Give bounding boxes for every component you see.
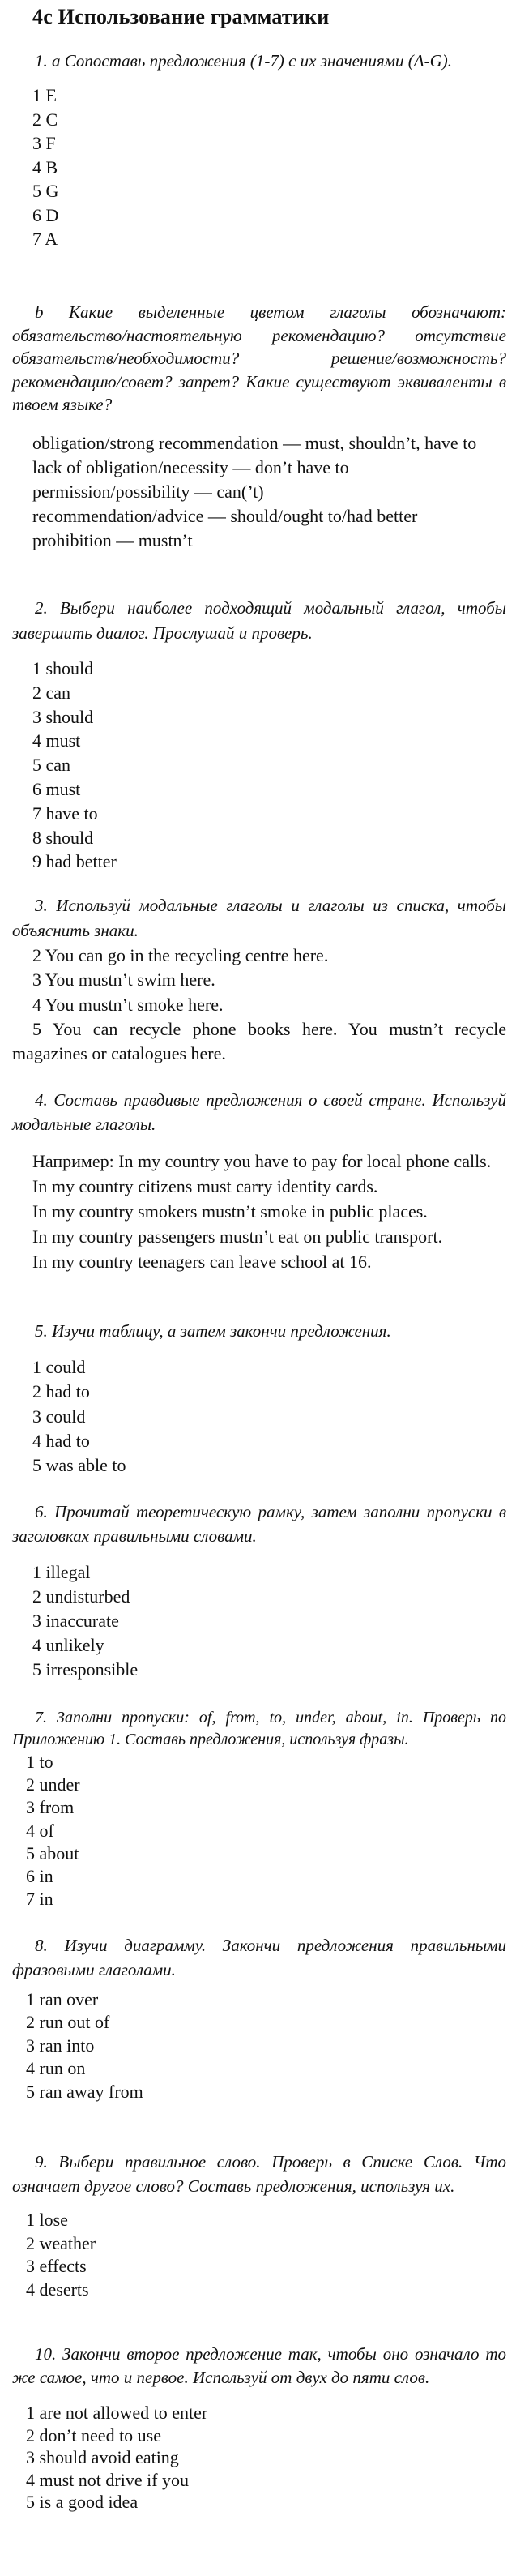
answer-item: 2 run out of	[26, 2012, 110, 2033]
answer-item: 1 lose	[26, 2210, 68, 2230]
answer-item: lack of obligation/necessity — don’t have to	[32, 456, 349, 477]
answer-item: prohibition — mustn’t	[32, 529, 193, 550]
exercise-5	[12, 1088, 506, 1274]
answer-item: In my country citizens must carry identity cards.	[32, 1176, 378, 1196]
answer-item: 4 unlikely	[32, 1635, 104, 1655]
exercise-instruction: b Какие выделенные цветом глаголы обозначают: обязательство/настоятельную рекомендацию? отсутствие обязательств/необходимости? решение/возможность? рекомендацию/совет? запрет? Какие существуют эквиваленты в твоем языке?	[12, 302, 506, 414]
answer-item: 6 D	[32, 204, 59, 225]
answer-item: In my country smokers mustn’t smoke in public places.	[32, 1201, 428, 1222]
exercise-7	[12, 1500, 506, 1682]
answer-item: 5 can	[32, 755, 71, 776]
answer-item: 5 about	[26, 1842, 79, 1864]
answer-item: 3 You mustn’t swim here.	[32, 969, 215, 991]
exercise-2	[12, 301, 506, 553]
answer-item: 1 could	[32, 1357, 86, 1377]
answer-item: 4 B	[32, 156, 58, 178]
answer-item: 2 weather	[26, 2232, 96, 2253]
answer-item: 3 F	[32, 133, 56, 153]
answer-list	[12, 1988, 506, 2103]
answer-item: 4 run on	[26, 2058, 86, 2079]
answer-item: 2 You can go in the recycling centre here.	[32, 945, 329, 965]
answer-item: 4 You mustn’t smoke here.	[32, 994, 224, 1015]
answer-item: In my country teenagers can leave school at 16.	[32, 1252, 372, 1272]
answer-item: 2 undisturbed	[32, 1586, 130, 1607]
exercise-8	[12, 1707, 506, 1911]
answer-item: Например: In my country you have to pay for local phone calls.	[32, 1151, 492, 1171]
answer-item: 1 ran over	[26, 1989, 99, 2009]
answer-item: 5 was able to	[32, 1455, 126, 1476]
exercise-instruction: 1. a Сопоставь предложения (1-7) с их значениями (A-G).	[35, 51, 452, 71]
answer-item: 4 of	[26, 1820, 54, 1841]
exercise-instruction: 9. Выбери правильное слово. Проверь в Списке Слов. Что означает другое слово? Составь предложения, используя их.	[12, 2152, 506, 2196]
answer-list	[12, 2402, 506, 2514]
answer-list	[12, 1355, 506, 1478]
exercise-instruction: 8. Изучи диаграмму. Закончи предложения правильными фразовыми глаголами.	[12, 1936, 506, 1979]
answer-item: 4 must	[32, 730, 81, 751]
exercise-instruction: 2. Выбери наиболее подходящий модальный глагол, чтобы завершить диалог. Прослушай и проверь.	[12, 598, 506, 643]
exercise-3	[12, 596, 506, 874]
answer-item: 3 effects	[26, 2256, 87, 2276]
answer-item: 4 had to	[32, 1430, 90, 1451]
answer-item: 5 ran away from	[26, 2081, 143, 2102]
exercise-instruction: 6. Прочитай теоретическую рамку, затем заполни пропуски в заголовках правильными словами.	[12, 1502, 506, 1546]
answer-item: 7 in	[26, 1889, 53, 1910]
answer-item: 7 have to	[32, 802, 98, 824]
answer-item: 5 You can recycle phone books here. You mustn’t recycle magazines or catalogues here.	[12, 1018, 506, 1064]
exercise-1	[12, 49, 506, 251]
answer-item: 6 in	[26, 1866, 53, 1887]
answer-item: 8 should	[32, 827, 94, 848]
answer-item: 3 should avoid eating	[26, 2447, 179, 2468]
answer-item: recommendation/advice — should/ought to/had better	[32, 505, 418, 526]
answer-item: 2 under	[26, 1774, 80, 1795]
exercise-4	[12, 893, 506, 1066]
answer-item: 2 can	[32, 682, 71, 703]
answer-list	[12, 83, 506, 251]
answer-item: 3 should	[32, 706, 94, 727]
answer-list	[12, 431, 506, 553]
answer-item: 1 illegal	[32, 1562, 91, 1582]
answer-item: 5 irresponsible	[32, 1659, 139, 1680]
answer-list	[12, 657, 506, 874]
answer-item: 4 deserts	[26, 2279, 89, 2300]
answer-list	[12, 1149, 506, 1274]
answer-item: 6 must	[32, 778, 81, 799]
answer-item: 1 should	[32, 658, 94, 678]
page-title: 4c Использование грамматики	[32, 5, 330, 28]
answer-item: 3 inaccurate	[32, 1611, 119, 1631]
exercise-9	[12, 1933, 506, 2103]
answer-list	[12, 944, 506, 1066]
answer-item: 2 don’t need to use	[26, 2424, 162, 2445]
answer-item: permission/possibility — can(’t)	[32, 481, 264, 502]
answer-item: 2 C	[32, 109, 58, 130]
answer-item: 9 had better	[32, 851, 117, 872]
answer-item: obligation/strong recommendation — must, shouldn’t, have to	[32, 432, 477, 453]
answer-item: In my country passengers mustn’t eat on public transport.	[32, 1226, 443, 1247]
exercise-6	[12, 1319, 506, 1478]
exercise-10	[12, 2150, 506, 2301]
exercise-11	[12, 2343, 506, 2514]
answer-list	[12, 1560, 506, 1682]
answer-item: 4 must not drive if you	[26, 2469, 190, 2490]
answer-item: 3 from	[26, 1797, 75, 1818]
answer-item: 1 are not allowed to enter	[26, 2403, 208, 2423]
answer-item: 5 G	[32, 181, 59, 201]
exercise-instruction: 10. Закончи второе предложение так, чтобы оно означало то же самое, что и первое. Используй от двух до пяти слов.	[12, 2344, 506, 2387]
exercise-instruction: 5. Изучи таблицу, а затем закончи предложения.	[35, 1321, 391, 1341]
exercise-instruction: 3. Используй модальные глаголы и глаголы из списка, чтобы объяснить знаки.	[12, 896, 506, 940]
exercise-instruction: 7. Заполни пропуски: of, from, to, under, about, in. Проверь по Приложению 1. Составь предложения, используя фразы.	[12, 1709, 506, 1748]
answer-item: 7 A	[32, 229, 58, 249]
answer-item: 3 could	[32, 1406, 86, 1427]
answer-list	[12, 2209, 506, 2301]
answer-item: 5 is a good idea	[26, 2492, 139, 2513]
exercise-instruction: 4. Составь правдивые предложения о своей стране. Используй модальные глаголы.	[12, 1090, 506, 1134]
answer-item: 3 ran into	[26, 2035, 95, 2056]
answer-item: 1 E	[32, 85, 57, 105]
answer-list	[12, 1751, 506, 1911]
answer-item: 2 had to	[32, 1381, 90, 1402]
answer-item: 1 to	[26, 1752, 53, 1772]
